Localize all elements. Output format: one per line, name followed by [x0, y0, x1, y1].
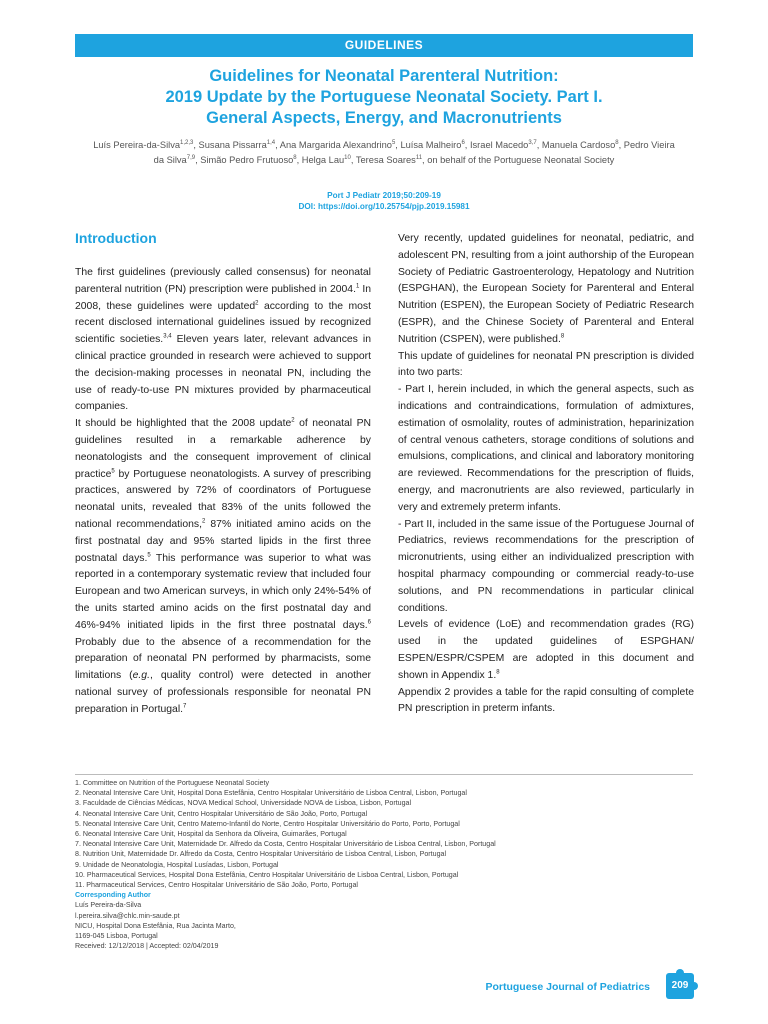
text-run: This performance was superior to what was reported in a contemporary systematic review that included four European and two American surveys, in which only 24%-54% of the units started amino acids on the first postnatal day and 46%-94% initiated lipids in the first three postnatal days. [75, 552, 371, 631]
author-name: , Ana Margarida Alexandrino [275, 140, 392, 151]
text-run: by Portuguese neonatologists. A survey of prescribing practices, answered by 72% of coordinators of Portuguese neonatal units, revealed that 83% of the units followed the national recommendations, [75, 468, 371, 530]
paragraph: This update of guidelines for neonatal PN prescription is divided into two parts: [398, 350, 694, 379]
affiliation-footnote: 11. Pharmaceutical Services, Centro Hospitalar Universitário de São João, Porto, Portugal [75, 881, 358, 890]
affiliation-ref: 8 [293, 155, 297, 162]
citation-ref: 5 [111, 468, 115, 475]
citation-ref: 7 [183, 703, 187, 710]
text-run: , quality control) were detected in another national survey of professionals responsible for neonatal PN preparation in Portugal. [75, 670, 372, 715]
paragraph: - Part I, herein included, in which the general aspects, such as indications and contraindications, formulation of admixtures, estimation of osmolality, routes of administration, heparinization of central venous catheters, storage conditions of solutions and emulsions, complications, and clinical and laboratory monitoring are reviewed. Recommendations for the prescription of fluids, energy, and macronutrients are also reviewed, particularly in very and extremely preterm infants. [398, 384, 694, 513]
text-run: according to the most recent disclosed international guidelines issued by recognized scientific societies. [75, 300, 372, 346]
author-name: , Teresa Soares [350, 155, 416, 166]
paragraph [398, 231, 694, 349]
affiliation-ref: 11 [415, 155, 423, 162]
affiliation-ref: 1,2,3 [180, 140, 194, 146]
citation-reference: Port J Pediatr 2019;50:209-19 [327, 191, 441, 200]
affiliation-footnote: 6. Neonatal Intensive Care Unit, Hospital da Senhora da Oliveira, Guimarães, Portugal [75, 830, 347, 839]
author-name: , Israel Macedo [464, 140, 529, 151]
citation-ref: 3,4 [163, 333, 172, 340]
text-run: Probably due to the absence of a recommendation for the preparation of neonatal PN performed by pharmacists, some limitations ( [75, 636, 371, 682]
paragraph: Appendix 2 provides a table for the rapid consulting of complete PN prescription in preterm infants. [398, 686, 694, 715]
doi-link[interactable]: DOI: https://doi.org/10.25754/pjp.2019.15981 [298, 202, 470, 211]
paragraph: - Part II, included in the same issue of the Portuguese Journal of Pediatrics, reviews recommendations for the prescription of micronutrients, using either an individualized prescription with hospital pharmacy compounding or commercial ready-to-use solutions, and PN recommendations in particular clinical conditions. [398, 518, 694, 614]
affiliation-ref: 3,7 [528, 140, 537, 146]
affiliation-ref: 5 [391, 140, 396, 146]
text-run: In 2008, these guidelines were updated [75, 283, 371, 312]
affiliation-ref: 1,4 [266, 140, 276, 146]
affiliation-footnote: 1. Committee on Nutrition of the Portuguese Neonatal Society [75, 779, 270, 787]
citation-ref: 8 [496, 669, 500, 676]
right-column [398, 231, 694, 718]
corresponding-author-city: 1169-045 Lisboa, Portugal [75, 932, 158, 941]
author-name: , Luísa Malheiro [395, 140, 462, 151]
paragraph [75, 416, 371, 718]
affiliation-footnote: 2. Neonatal Intensive Care Unit, Hospital Dona Estefânia, Centro Hospitalar Universitário de Lisboa Central, Lisbon, Portugal [75, 789, 467, 798]
affiliation-ref: 8 [615, 140, 619, 146]
text-run: of neonatal PN guidelines resulted in a remarkable adherence by neonatologists and the consequent improvement of clinical practice [75, 418, 371, 480]
citation-ref: 1 [355, 283, 360, 290]
affiliation-footnote: 7. Neonatal Intensive Care Unit, Maternidade Dr. Alfredo da Costa, Centro Hospitalar Universitário de Lisboa Central, Lisbon, Portugal [75, 840, 496, 849]
author-list [90, 137, 678, 167]
text-run: 87% initiated amino acids on the first postnatal day and 95% started lipids in the first three postnatal days. [75, 518, 371, 564]
citation-ref: 2 [255, 300, 259, 307]
title-line-1: Guidelines for Neonatal Parenteral Nutrition: [209, 67, 559, 85]
corresponding-author-label: Corresponding Author [75, 891, 151, 900]
title-line-3: General Aspects, Energy, and Macronutrients [206, 109, 562, 127]
corresponding-author-address: NICU, Hospital Dona Estefânia, Rua Jacinta Marto, [75, 921, 236, 930]
text-run: It should be highlighted that the 2008 update [75, 418, 292, 430]
journal-name: Portuguese Journal of Pediatrics [485, 981, 650, 993]
title-line-2: 2019 Update by the Portuguese Neonatal Society. Part I. [165, 88, 603, 106]
author-name: , Simão Pedro Frutuoso [195, 155, 294, 166]
text-run: The first guidelines (previously called consensus) for neonatal parenteral nutrition (PN) prescription were published in 2004. [75, 267, 371, 295]
author-name: , Susana Pissarra [193, 140, 267, 151]
section-heading-introduction: Introduction [75, 230, 157, 246]
footnotes [75, 778, 693, 951]
affiliation-ref: 6 [461, 140, 465, 146]
affiliation-footnote: 8. Nutrition Unit, Maternidade Dr. Alfredo da Costa, Centro Hospitalar Universitário de Lisboa Central, Lisbon, Portugal [75, 850, 447, 859]
affiliation-footnote: 4. Neonatal Intensive Care Unit, Centro Hospitalar Universitário de São João, Porto, Portugal [75, 809, 368, 818]
citation-ref: 2 [291, 417, 295, 424]
text-run: Eleven years later, relevant advances in clinical practice grounded in research were achieved to support the decision-making processes in neonatal PN, including the use of ready-to-use PN mixtures provided by pharmaceutical companies. [75, 334, 372, 413]
corresponding-author-name: Luís Pereira-da-Silva [75, 901, 142, 910]
citation-ref: 6 [367, 619, 371, 626]
footnote-divider [75, 774, 693, 775]
author-tail: , on behalf of the Portuguese Neonatal Society [422, 155, 615, 166]
italic-run: e.g. [132, 670, 150, 682]
author-name: , Manuela Cardoso [536, 140, 616, 151]
received-accepted-dates: Received: 12/12/2018 | Accepted: 02/04/2019 [75, 942, 219, 951]
author-name: , Pedro Vieira da Silva [153, 140, 675, 166]
affiliation-ref: 10 [344, 155, 351, 162]
corresponding-author-email[interactable]: l.pereira.silva@chlc.min-saude.pt [75, 911, 180, 920]
left-column [75, 229, 371, 719]
paragraph [75, 265, 371, 416]
citation-ref: 2 [201, 518, 206, 525]
affiliation-ref: 7,9 [186, 155, 196, 162]
affiliation-footnote: 10. Pharmaceutical Services, Hospital Dona Estefânia, Centro Hospitalar Universitário de Lisboa Central, Lisbon, Portugal [75, 870, 459, 879]
text-run: Very recently, updated guidelines for neonatal, pediatric, and adolescent PN, resulting from a joint authorship of the European Society of Pediatric Gastroenterology, Hepatology and Nutrition (ESPGHAN), the European Society for Parenteral and Enteral Nutrition (ESPEN), the European Society of Pediatric Research (ESPR), and the Chinese Society of Parenteral and Enteral Nutrition (CSPEN), were published. [398, 233, 694, 345]
citation-ref: 8 [560, 333, 565, 340]
citation-block [75, 190, 693, 212]
author-name: Luís Pereira-da-Silva [93, 140, 181, 151]
section-banner: GUIDELINES [75, 34, 693, 57]
affiliation-footnote: 9. Unidade de Neonatologia, Hospital Lusíadas, Lisbon, Portugal [75, 860, 279, 869]
affiliation-footnote: 5. Neonatal Intensive Care Unit, Centro Materno-Infantil do Norte, Centro Hospitalar Universitário do Porto, Porto, Portugal [75, 819, 460, 828]
text-run: Levels of evidence (LoE) and recommendation grades (RG) used in the updated guidelines of ESPGHAN/ ESPEN/ESPR/CSPEM are adopted in this document and shown in Appendix 1. [398, 619, 694, 681]
paragraph [398, 617, 694, 684]
author-name: , Helga Lau [296, 155, 345, 166]
affiliation-footnote: 3. Faculdade de Ciências Médicas, NOVA Medical School, Universidade NOVA de Lisboa, Lisbon, Portugal [75, 799, 412, 808]
citation-ref: 5 [147, 552, 151, 559]
page-number-badge: 209 [666, 973, 694, 999]
article-title [75, 66, 693, 129]
